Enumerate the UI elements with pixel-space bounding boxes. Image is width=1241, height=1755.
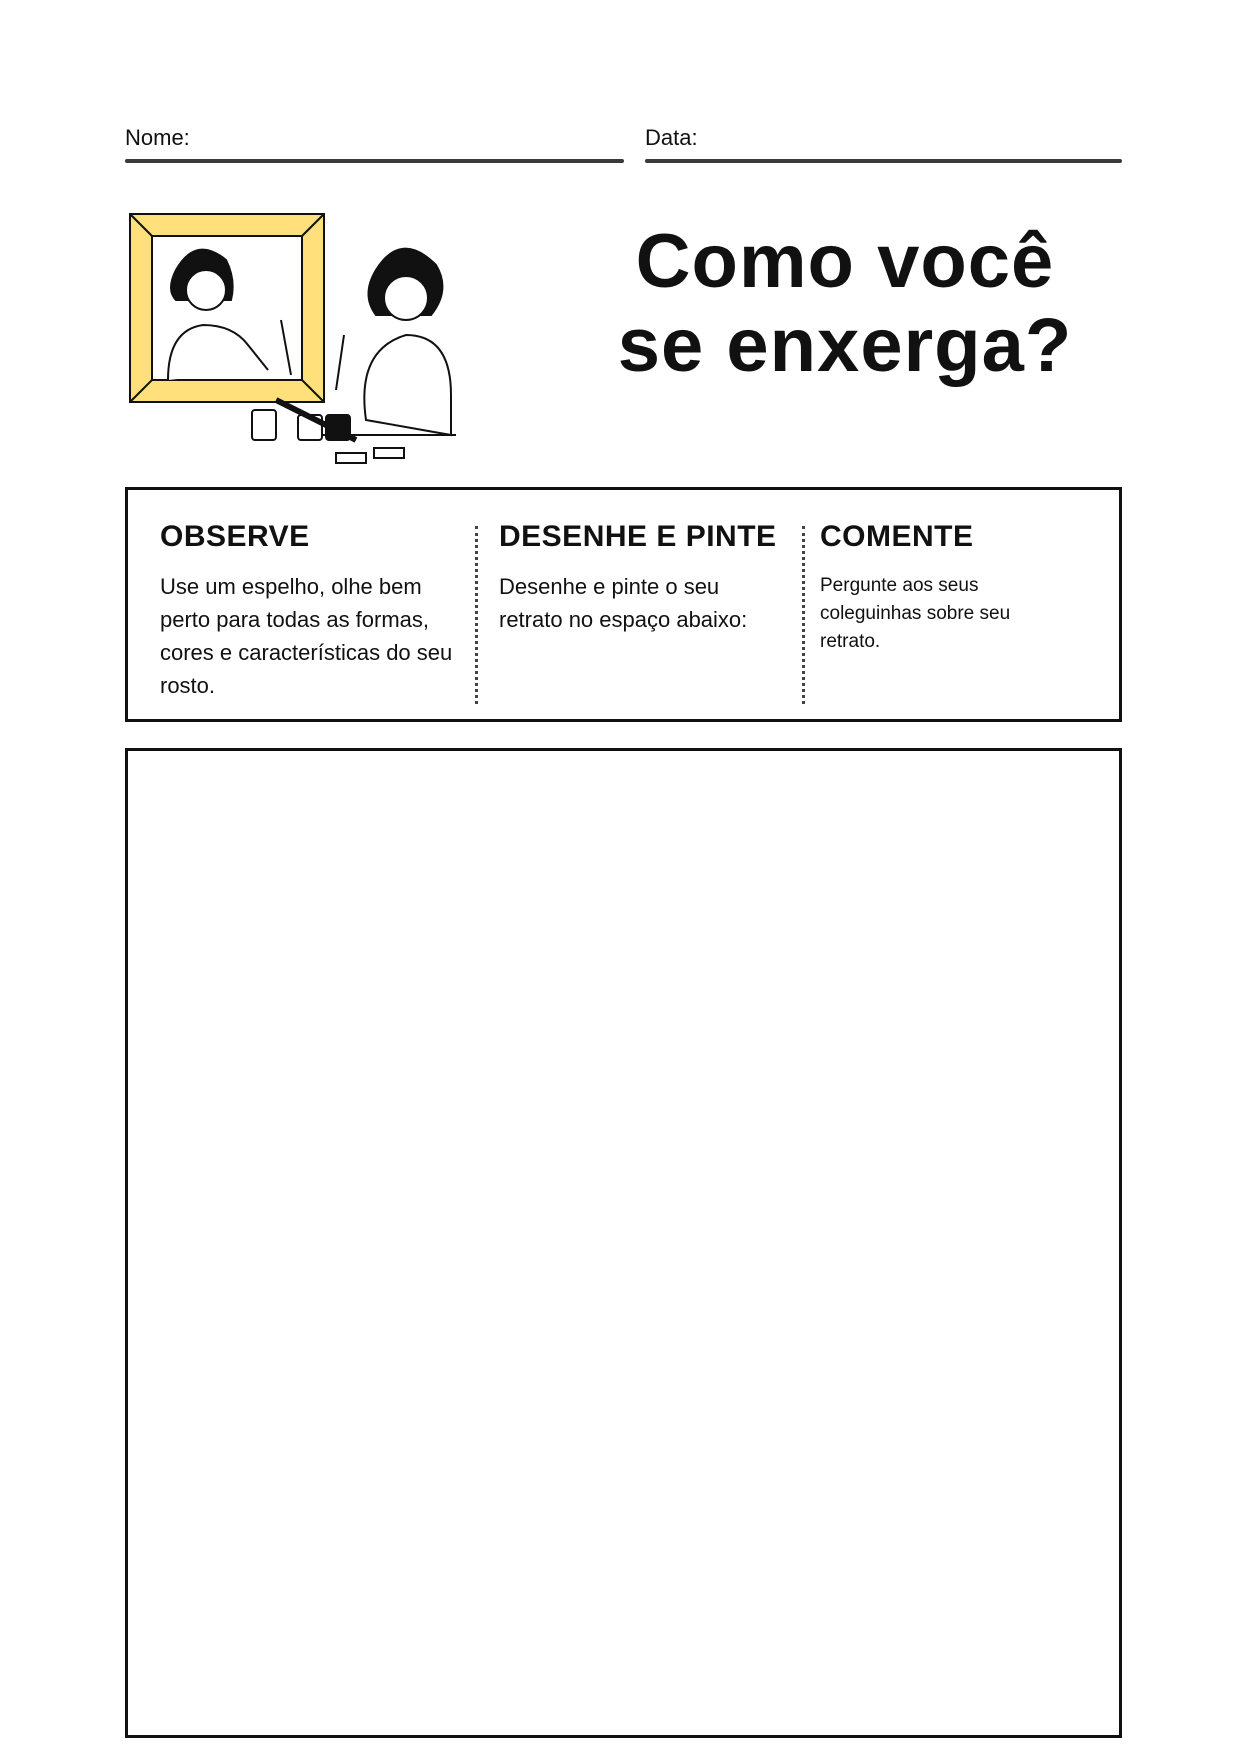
date-input-line[interactable] xyxy=(645,159,1122,163)
instruction-comment xyxy=(820,520,1050,656)
name-input-line[interactable] xyxy=(125,159,624,163)
instruction-heading: DESENHE E PINTE xyxy=(499,520,777,553)
name-label: Nome: xyxy=(125,125,190,150)
instruction-text: Pergunte aos seus coleguinhas sobre seu retrato. xyxy=(820,575,1011,652)
instruction-text: Desenhe e pinte o seu retrato no espaço abaixo: xyxy=(499,574,748,632)
mirror-self-portrait-illustration xyxy=(126,210,486,470)
date-label: Data: xyxy=(645,125,698,150)
dotted-divider xyxy=(475,526,478,704)
portrait-drawing-area[interactable] xyxy=(125,748,1122,1738)
instruction-heading: OBSERVE xyxy=(160,520,310,553)
instruction-text: Use um espelho, olhe bem perto para todas as formas, cores e características do seu rosto. xyxy=(160,574,453,698)
page-title xyxy=(580,220,1110,388)
instruction-heading: COMENTE xyxy=(820,520,974,553)
title-line-1: Como você xyxy=(635,219,1055,304)
instructions-box xyxy=(125,487,1122,722)
instruction-observe xyxy=(160,520,460,702)
dotted-divider xyxy=(802,526,805,704)
title-line-2: se enxerga? xyxy=(617,303,1073,388)
instruction-draw xyxy=(499,520,789,636)
